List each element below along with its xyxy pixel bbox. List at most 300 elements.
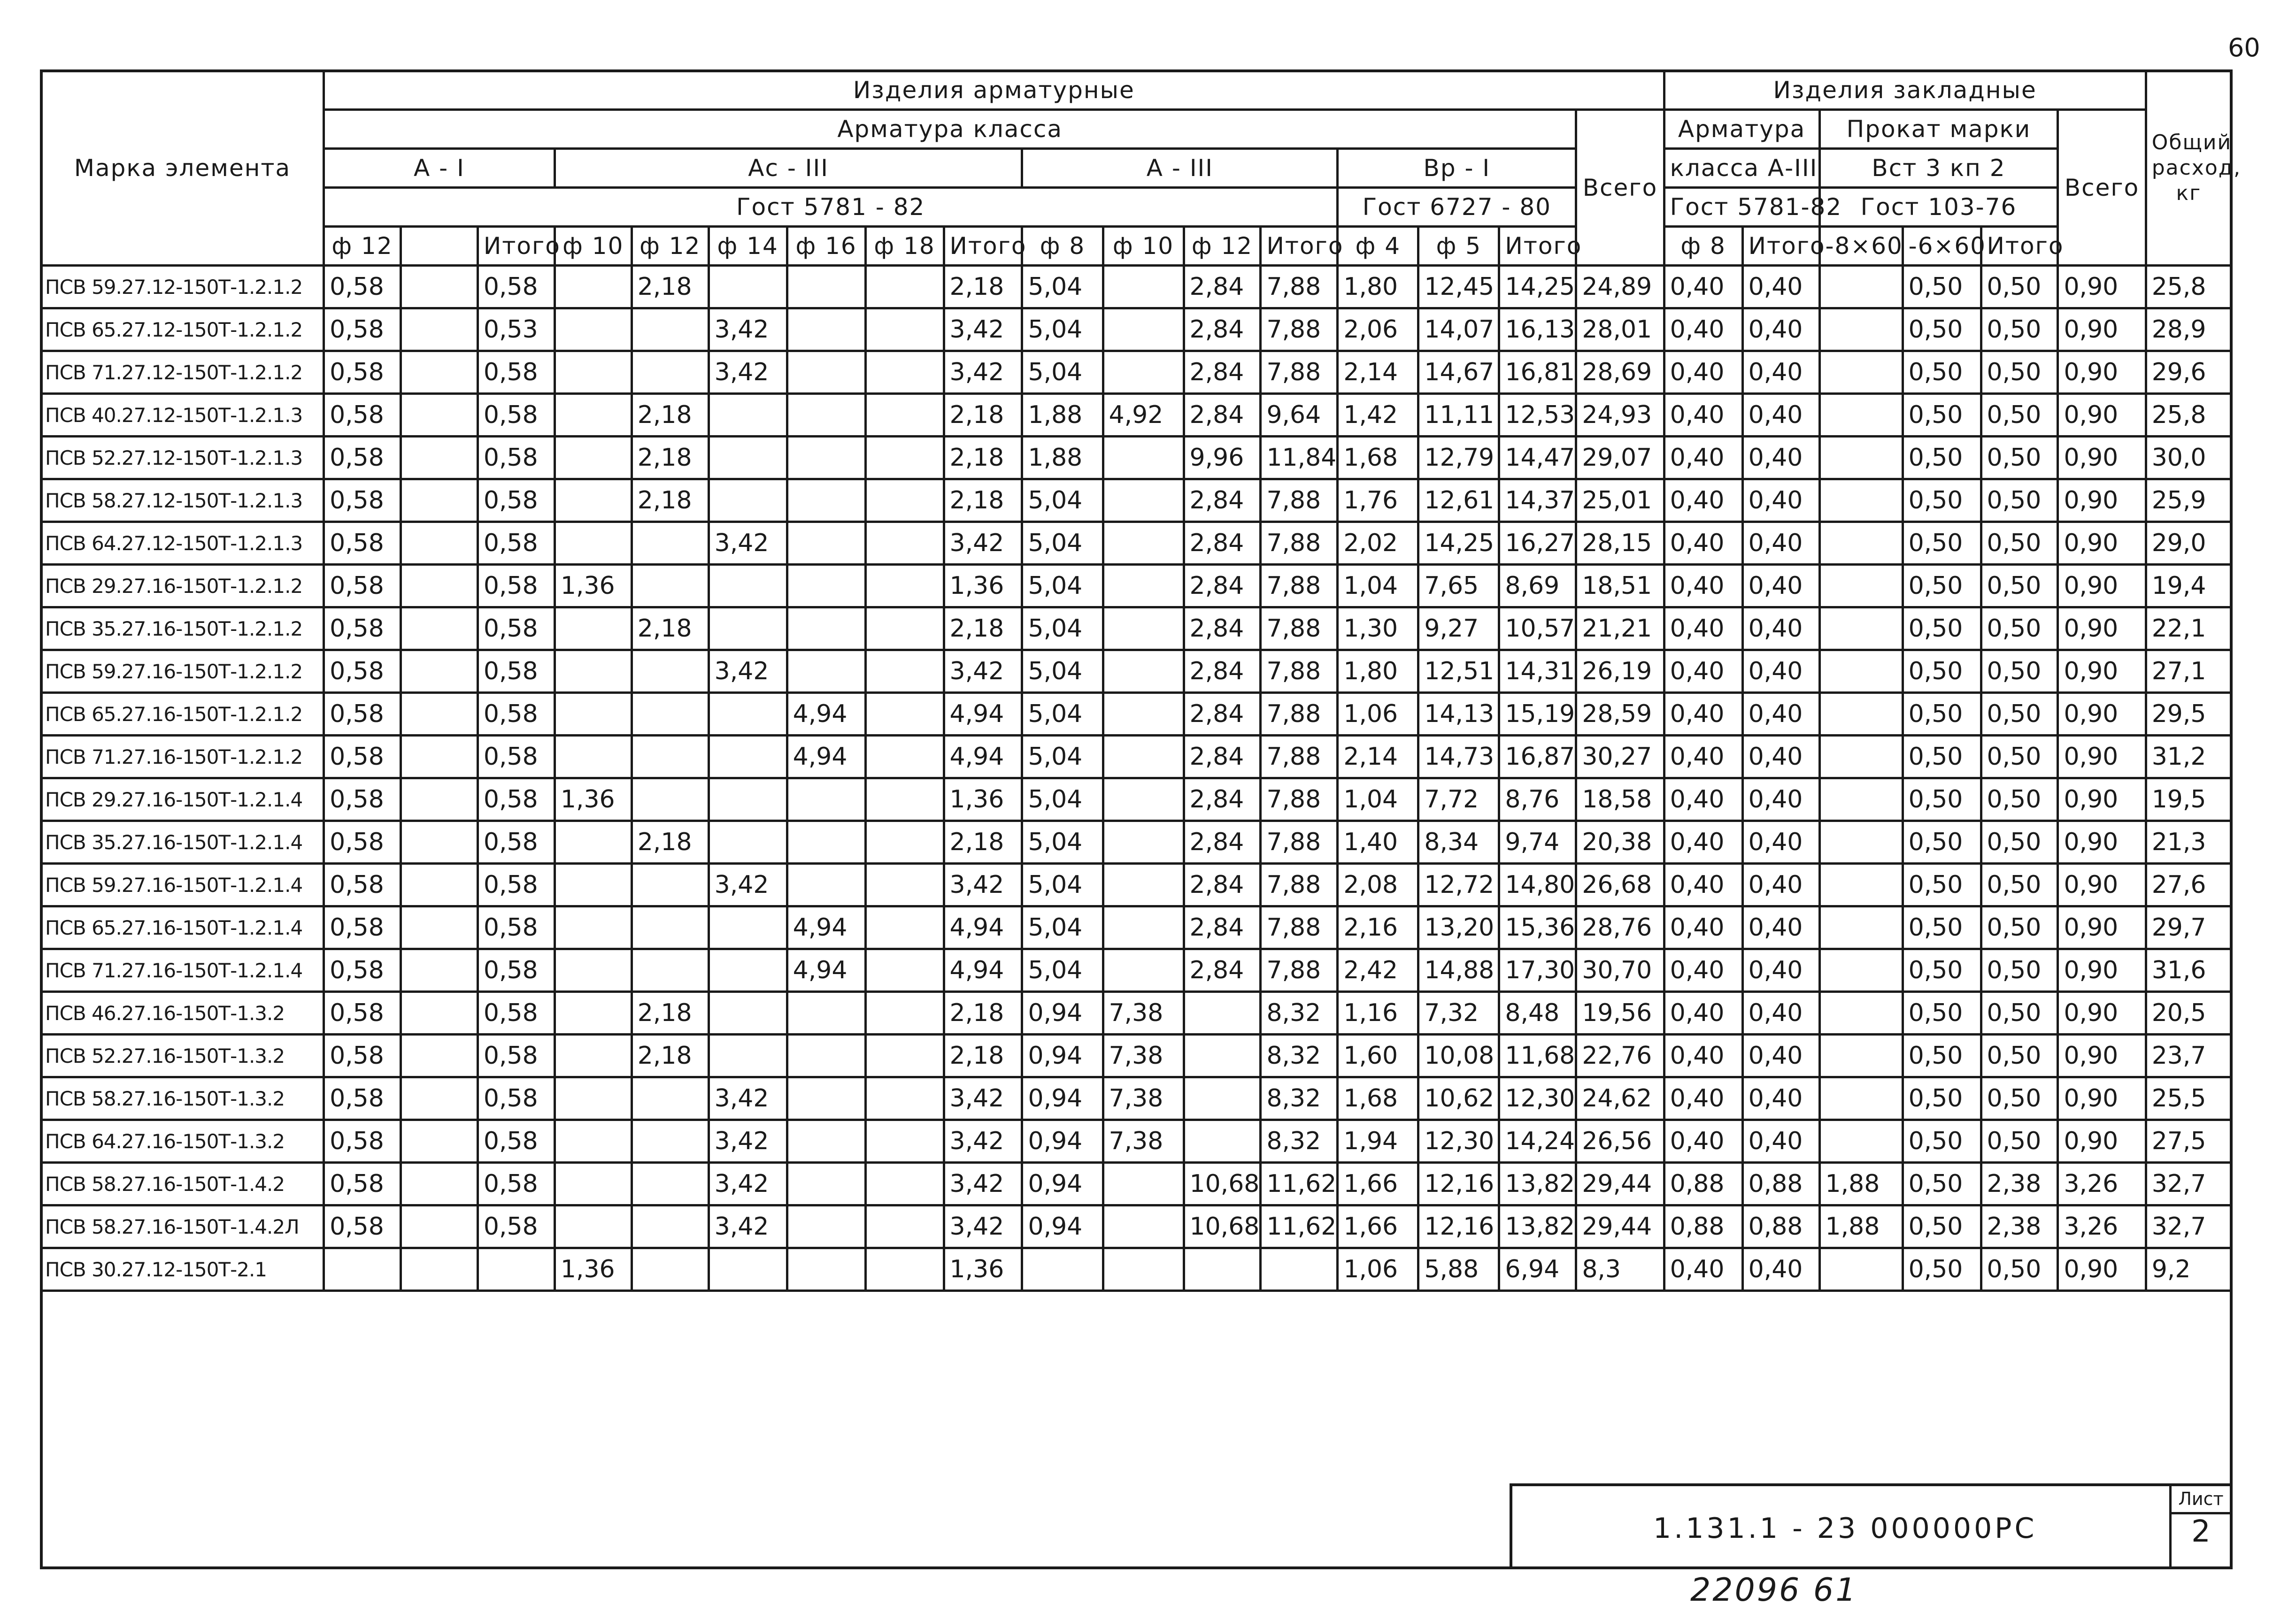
value-cell: 9,64 <box>1261 394 1338 437</box>
class-a3-header: А - III <box>1022 149 1338 188</box>
value-cell <box>787 1205 865 1248</box>
value-cell: 5,04 <box>1022 864 1103 906</box>
value-cell: 0,90 <box>2058 1248 2146 1291</box>
value-cell: 28,9 <box>2146 308 2231 351</box>
value-cell: 3,42 <box>944 1120 1022 1163</box>
table-row <box>41 1077 2232 1120</box>
value-cell: 0,58 <box>478 266 555 308</box>
value-cell: 0,58 <box>478 906 555 949</box>
value-cell: 4,94 <box>944 949 1022 992</box>
class-ac3-header: Ас - III <box>555 149 1022 188</box>
value-cell: 8,69 <box>1499 565 1576 607</box>
value-cell <box>555 906 632 949</box>
value-cell <box>555 607 632 650</box>
value-cell: 0,50 <box>1903 1120 1981 1163</box>
value-cell <box>865 1163 944 1205</box>
value-cell: 1,36 <box>944 778 1022 821</box>
value-cell <box>1819 565 1903 607</box>
value-cell <box>632 949 709 992</box>
value-cell: 19,4 <box>2146 565 2231 607</box>
value-cell: 7,32 <box>1418 992 1499 1035</box>
value-cell: 7,38 <box>1103 1035 1184 1077</box>
value-cell <box>865 479 944 522</box>
value-cell: 1,88 <box>1022 394 1103 437</box>
value-cell: 25,8 <box>2146 266 2231 308</box>
value-cell: 25,5 <box>2146 1077 2231 1120</box>
value-cell: 20,5 <box>2146 992 2231 1035</box>
value-cell: 5,04 <box>1022 736 1103 778</box>
value-cell <box>1819 1077 1903 1120</box>
value-cell: 0,58 <box>324 864 401 906</box>
table-row <box>41 1035 2232 1077</box>
value-cell <box>401 906 478 949</box>
value-cell: 21,21 <box>1576 607 1664 650</box>
value-cell: 13,82 <box>1499 1205 1576 1248</box>
value-cell <box>401 693 478 736</box>
column-header: -6×60 <box>1903 227 1981 266</box>
value-cell: 10,57 <box>1499 607 1576 650</box>
value-cell: 0,40 <box>1742 1120 1819 1163</box>
value-cell: 2,84 <box>1184 650 1261 693</box>
value-cell: 19,5 <box>2146 778 2231 821</box>
value-cell: 0,58 <box>478 736 555 778</box>
value-cell: 0,58 <box>478 479 555 522</box>
value-cell: 1,68 <box>1338 437 1418 479</box>
value-cell <box>632 522 709 565</box>
value-cell: 2,18 <box>944 992 1022 1035</box>
value-cell: 0,58 <box>478 864 555 906</box>
value-cell: 0,40 <box>1742 522 1819 565</box>
column-header: Итого <box>1499 227 1576 266</box>
value-cell <box>709 479 787 522</box>
value-cell <box>865 437 944 479</box>
value-cell <box>709 565 787 607</box>
value-cell: 7,88 <box>1261 650 1338 693</box>
value-cell: 0,40 <box>1742 821 1819 864</box>
table-row <box>41 607 2232 650</box>
value-cell <box>555 1035 632 1077</box>
value-cell: 0,90 <box>2058 479 2146 522</box>
value-cell: 7,88 <box>1261 607 1338 650</box>
value-cell: 14,07 <box>1418 308 1499 351</box>
value-cell: 8,3 <box>1576 1248 1664 1291</box>
value-cell: 13,20 <box>1418 906 1499 949</box>
value-cell: 0,40 <box>1664 266 1742 308</box>
value-cell: 0,58 <box>478 821 555 864</box>
value-cell <box>478 1248 555 1291</box>
value-cell <box>1103 650 1184 693</box>
value-cell: 14,47 <box>1499 437 1576 479</box>
value-cell: 2,84 <box>1184 479 1261 522</box>
value-cell <box>632 308 709 351</box>
value-cell: 1,04 <box>1338 778 1418 821</box>
value-cell: 0,50 <box>1903 565 1981 607</box>
value-cell: 2,18 <box>632 1035 709 1077</box>
value-cell: 0,90 <box>2058 394 2146 437</box>
value-cell: 11,68 <box>1499 1035 1576 1077</box>
value-cell: 14,25 <box>1418 522 1499 565</box>
value-cell: 0,40 <box>1664 607 1742 650</box>
value-cell <box>555 394 632 437</box>
value-cell <box>1103 308 1184 351</box>
value-cell: 2,08 <box>1338 864 1418 906</box>
value-cell <box>401 607 478 650</box>
value-cell: 0,50 <box>1981 394 2058 437</box>
value-cell: 9,2 <box>2146 1248 2231 1291</box>
value-cell: 1,94 <box>1338 1120 1418 1163</box>
value-cell: 2,18 <box>944 437 1022 479</box>
value-cell: 2,84 <box>1184 607 1261 650</box>
element-mark-cell: ПСВ 58.27.16-150Т-1.4.2Л <box>41 1205 324 1248</box>
value-cell: 26,19 <box>1576 650 1664 693</box>
value-cell: 0,88 <box>1664 1163 1742 1205</box>
value-cell: 5,04 <box>1022 906 1103 949</box>
value-cell: 0,40 <box>1742 949 1819 992</box>
value-cell: 16,27 <box>1499 522 1576 565</box>
value-cell <box>632 906 709 949</box>
value-cell <box>401 565 478 607</box>
value-cell: 29,7 <box>2146 906 2231 949</box>
value-cell: 1,36 <box>555 778 632 821</box>
value-cell <box>787 992 865 1035</box>
value-cell <box>1184 1248 1261 1291</box>
value-cell: 3,42 <box>709 864 787 906</box>
value-cell <box>555 351 632 394</box>
value-cell: 0,50 <box>1981 308 2058 351</box>
total-header: Всего <box>1576 110 1664 266</box>
value-cell: 0,90 <box>2058 522 2146 565</box>
value-cell: 0,40 <box>1742 308 1819 351</box>
value-cell: 0,40 <box>1664 650 1742 693</box>
value-cell: 2,38 <box>1981 1205 2058 1248</box>
value-cell: 0,50 <box>1903 650 1981 693</box>
value-cell <box>865 693 944 736</box>
element-mark-cell: ПСВ 59.27.16-150Т-1.2.1.2 <box>41 650 324 693</box>
value-cell: 8,32 <box>1261 992 1338 1035</box>
value-cell: 4,94 <box>787 906 865 949</box>
value-cell: 0,50 <box>1903 949 1981 992</box>
column-header: Итого <box>944 227 1022 266</box>
value-cell <box>555 1120 632 1163</box>
value-cell: 2,84 <box>1184 693 1261 736</box>
value-cell: 0,50 <box>1903 1163 1981 1205</box>
value-cell: 31,6 <box>2146 949 2231 992</box>
value-cell <box>1819 607 1903 650</box>
value-cell: 0,58 <box>324 1120 401 1163</box>
value-cell <box>632 1120 709 1163</box>
element-mark-cell: ПСВ 64.27.16-150Т-1.3.2 <box>41 1120 324 1163</box>
value-cell: 10,08 <box>1418 1035 1499 1077</box>
value-cell <box>1819 1035 1903 1077</box>
emb-gost-5781-header: Гост 5781-82 <box>1664 188 1819 227</box>
value-cell: 9,96 <box>1184 437 1261 479</box>
value-cell: 1,42 <box>1338 394 1418 437</box>
value-cell: 0,40 <box>1664 437 1742 479</box>
value-cell: 0,50 <box>1903 992 1981 1035</box>
value-cell: 12,30 <box>1499 1077 1576 1120</box>
value-cell: 3,26 <box>2058 1205 2146 1248</box>
column-header: ф 12 <box>1184 227 1261 266</box>
value-cell: 11,11 <box>1418 394 1499 437</box>
table-row <box>41 437 2232 479</box>
value-cell: 8,76 <box>1499 778 1576 821</box>
value-cell: 2,84 <box>1184 266 1261 308</box>
value-cell: 0,50 <box>1903 736 1981 778</box>
value-cell: 5,04 <box>1022 821 1103 864</box>
value-cell <box>401 864 478 906</box>
value-cell: 0,58 <box>324 778 401 821</box>
value-cell <box>401 308 478 351</box>
value-cell: 2,18 <box>944 821 1022 864</box>
value-cell: 10,68 <box>1184 1205 1261 1248</box>
value-cell: 5,04 <box>1022 522 1103 565</box>
value-cell: 0,40 <box>1742 607 1819 650</box>
value-cell: 0,50 <box>1981 864 2058 906</box>
value-cell: 5,88 <box>1418 1248 1499 1291</box>
value-cell: 3,42 <box>944 522 1022 565</box>
value-cell: 2,18 <box>944 607 1022 650</box>
value-cell <box>865 778 944 821</box>
value-cell <box>865 1035 944 1077</box>
value-cell: 0,40 <box>1664 949 1742 992</box>
value-cell <box>1819 992 1903 1035</box>
table-row <box>41 949 2232 992</box>
element-mark-cell: ПСВ 58.27.16-150Т-1.4.2 <box>41 1163 324 1205</box>
value-cell: 2,18 <box>944 479 1022 522</box>
value-cell: 10,68 <box>1184 1163 1261 1205</box>
table-row <box>41 693 2232 736</box>
element-mark-cell: ПСВ 65.27.16-150Т-1.2.1.4 <box>41 906 324 949</box>
element-mark-cell: ПСВ 46.27.16-150Т-1.3.2 <box>41 992 324 1035</box>
value-cell <box>555 266 632 308</box>
value-cell <box>865 565 944 607</box>
value-cell: 2,84 <box>1184 394 1261 437</box>
column-header <box>401 227 478 266</box>
value-cell <box>555 650 632 693</box>
value-cell <box>555 821 632 864</box>
element-mark-cell: ПСВ 52.27.16-150Т-1.3.2 <box>41 1035 324 1077</box>
value-cell <box>865 1205 944 1248</box>
value-cell <box>555 736 632 778</box>
value-cell: 0,90 <box>2058 565 2146 607</box>
value-cell <box>555 992 632 1035</box>
value-cell <box>787 1077 865 1120</box>
value-cell: 0,58 <box>478 607 555 650</box>
value-cell: 0,58 <box>324 607 401 650</box>
value-cell: 0,58 <box>324 522 401 565</box>
value-cell <box>865 607 944 650</box>
value-cell: 0,50 <box>1981 778 2058 821</box>
value-cell: 0,58 <box>324 992 401 1035</box>
value-cell: 1,06 <box>1338 1248 1418 1291</box>
element-mark-cell: ПСВ 29.27.16-150Т-1.2.1.2 <box>41 565 324 607</box>
value-cell: 1,66 <box>1338 1205 1418 1248</box>
value-cell: 21,3 <box>2146 821 2231 864</box>
value-cell: 0,50 <box>1903 906 1981 949</box>
value-cell: 2,18 <box>632 394 709 437</box>
value-cell <box>1184 1077 1261 1120</box>
value-cell: 2,16 <box>1338 906 1418 949</box>
value-cell: 3,42 <box>709 1120 787 1163</box>
value-cell: 3,42 <box>709 308 787 351</box>
value-cell <box>865 266 944 308</box>
value-cell: 0,50 <box>1981 522 2058 565</box>
value-cell: 17,30 <box>1499 949 1576 992</box>
value-cell: 3,42 <box>709 522 787 565</box>
value-cell: 1,36 <box>555 1248 632 1291</box>
value-cell: 0,50 <box>1981 266 2058 308</box>
value-cell: 2,84 <box>1184 906 1261 949</box>
column-header: ф 18 <box>865 227 944 266</box>
value-cell: 2,84 <box>1184 778 1261 821</box>
sheet-label: Лист <box>2172 1486 2230 1514</box>
column-header: ф 8 <box>1664 227 1742 266</box>
value-cell: 0,90 <box>2058 949 2146 992</box>
value-cell: 0,50 <box>1903 394 1981 437</box>
value-cell: 18,51 <box>1576 565 1664 607</box>
value-cell: 12,53 <box>1499 394 1576 437</box>
value-cell: 3,42 <box>944 1077 1022 1120</box>
value-cell: 0,58 <box>324 308 401 351</box>
value-cell: 0,50 <box>1981 607 2058 650</box>
value-cell <box>1819 1120 1903 1163</box>
value-cell: 0,58 <box>324 949 401 992</box>
value-cell <box>555 308 632 351</box>
value-cell: 0,40 <box>1664 1248 1742 1291</box>
value-cell: 1,80 <box>1338 266 1418 308</box>
value-cell <box>401 1077 478 1120</box>
value-cell <box>709 607 787 650</box>
value-cell: 30,70 <box>1576 949 1664 992</box>
value-cell: 16,87 <box>1499 736 1576 778</box>
value-cell: 0,58 <box>324 821 401 864</box>
column-header: ф 4 <box>1338 227 1418 266</box>
class-bp1-header: Вр - I <box>1338 149 1576 188</box>
value-cell: 0,90 <box>2058 693 2146 736</box>
value-cell: 0,50 <box>1981 949 2058 992</box>
element-mark-cell: ПСВ 40.27.12-150Т-1.2.1.3 <box>41 394 324 437</box>
value-cell <box>865 949 944 992</box>
value-cell: 0,40 <box>1742 650 1819 693</box>
value-cell: 0,40 <box>1742 479 1819 522</box>
value-cell: 29,5 <box>2146 693 2231 736</box>
value-cell: 0,88 <box>1742 1205 1819 1248</box>
value-cell: 2,18 <box>632 607 709 650</box>
value-cell: 0,50 <box>1903 821 1981 864</box>
value-cell <box>709 437 787 479</box>
value-cell: 1,36 <box>944 565 1022 607</box>
value-cell <box>787 778 865 821</box>
value-cell: 0,94 <box>1022 1163 1103 1205</box>
value-cell <box>632 351 709 394</box>
value-cell: 12,61 <box>1418 479 1499 522</box>
value-cell: 0,94 <box>1022 1035 1103 1077</box>
value-cell <box>1819 266 1903 308</box>
value-cell: 27,6 <box>2146 864 2231 906</box>
specification-table <box>40 69 2242 1292</box>
sheet-box <box>2169 1486 2233 1569</box>
value-cell: 0,90 <box>2058 864 2146 906</box>
inventory-number: 22096 61 <box>1690 1572 1858 1609</box>
value-cell: 0,90 <box>2058 778 2146 821</box>
column-header: ф 10 <box>555 227 632 266</box>
value-cell <box>1819 864 1903 906</box>
value-cell: 5,04 <box>1022 949 1103 992</box>
value-cell: 1,88 <box>1022 437 1103 479</box>
value-cell <box>632 1163 709 1205</box>
value-cell <box>401 522 478 565</box>
value-cell: 28,69 <box>1576 351 1664 394</box>
column-header: ф 12 <box>632 227 709 266</box>
column-header: ф 5 <box>1418 227 1499 266</box>
value-cell: 2,84 <box>1184 308 1261 351</box>
table-row <box>41 351 2232 394</box>
value-cell: 0,50 <box>1981 565 2058 607</box>
value-cell: 0,90 <box>2058 351 2146 394</box>
value-cell <box>787 1248 865 1291</box>
value-cell: 0,58 <box>478 778 555 821</box>
value-cell <box>787 394 865 437</box>
value-cell: 0,40 <box>1664 736 1742 778</box>
value-cell: 2,84 <box>1184 949 1261 992</box>
value-cell: 0,50 <box>1903 266 1981 308</box>
value-cell: 0,88 <box>1742 1163 1819 1205</box>
value-cell: 3,42 <box>709 351 787 394</box>
value-cell: 0,50 <box>1903 864 1981 906</box>
value-cell: 14,25 <box>1499 266 1576 308</box>
value-cell <box>1184 1120 1261 1163</box>
value-cell <box>555 949 632 992</box>
value-cell <box>787 308 865 351</box>
value-cell <box>865 351 944 394</box>
element-mark-cell: ПСВ 71.27.12-150Т-1.2.1.2 <box>41 351 324 394</box>
value-cell: 28,01 <box>1576 308 1664 351</box>
value-cell: 15,36 <box>1499 906 1576 949</box>
value-cell: 31,2 <box>2146 736 2231 778</box>
value-cell: 11,84 <box>1261 437 1338 479</box>
value-cell: 2,84 <box>1184 736 1261 778</box>
reinforcement-products-header: Изделия арматурные <box>324 71 1664 110</box>
value-cell <box>555 693 632 736</box>
value-cell: 12,79 <box>1418 437 1499 479</box>
value-cell: 0,58 <box>478 992 555 1035</box>
value-cell <box>787 1120 865 1163</box>
value-cell <box>1261 1248 1338 1291</box>
value-cell <box>401 266 478 308</box>
value-cell: 7,88 <box>1261 949 1338 992</box>
value-cell <box>865 736 944 778</box>
class-a1-header: А - I <box>324 149 555 188</box>
value-cell: 0,58 <box>478 522 555 565</box>
value-cell <box>1819 522 1903 565</box>
value-cell <box>865 308 944 351</box>
value-cell: 1,60 <box>1338 1035 1418 1077</box>
title-block <box>1510 1483 2233 1569</box>
value-cell: 3,42 <box>944 650 1022 693</box>
emb-gost-103-header: Гост 103-76 <box>1819 188 2058 227</box>
value-cell <box>865 864 944 906</box>
value-cell: 0,40 <box>1742 778 1819 821</box>
value-cell: 2,84 <box>1184 864 1261 906</box>
value-cell: 0,53 <box>478 308 555 351</box>
value-cell: 2,06 <box>1338 308 1418 351</box>
element-mark-cell: ПСВ 35.27.16-150Т-1.2.1.4 <box>41 821 324 864</box>
value-cell: 0,40 <box>1742 864 1819 906</box>
value-cell: 16,13 <box>1499 308 1576 351</box>
value-cell <box>1103 1205 1184 1248</box>
value-cell <box>401 992 478 1035</box>
value-cell: 7,88 <box>1261 266 1338 308</box>
